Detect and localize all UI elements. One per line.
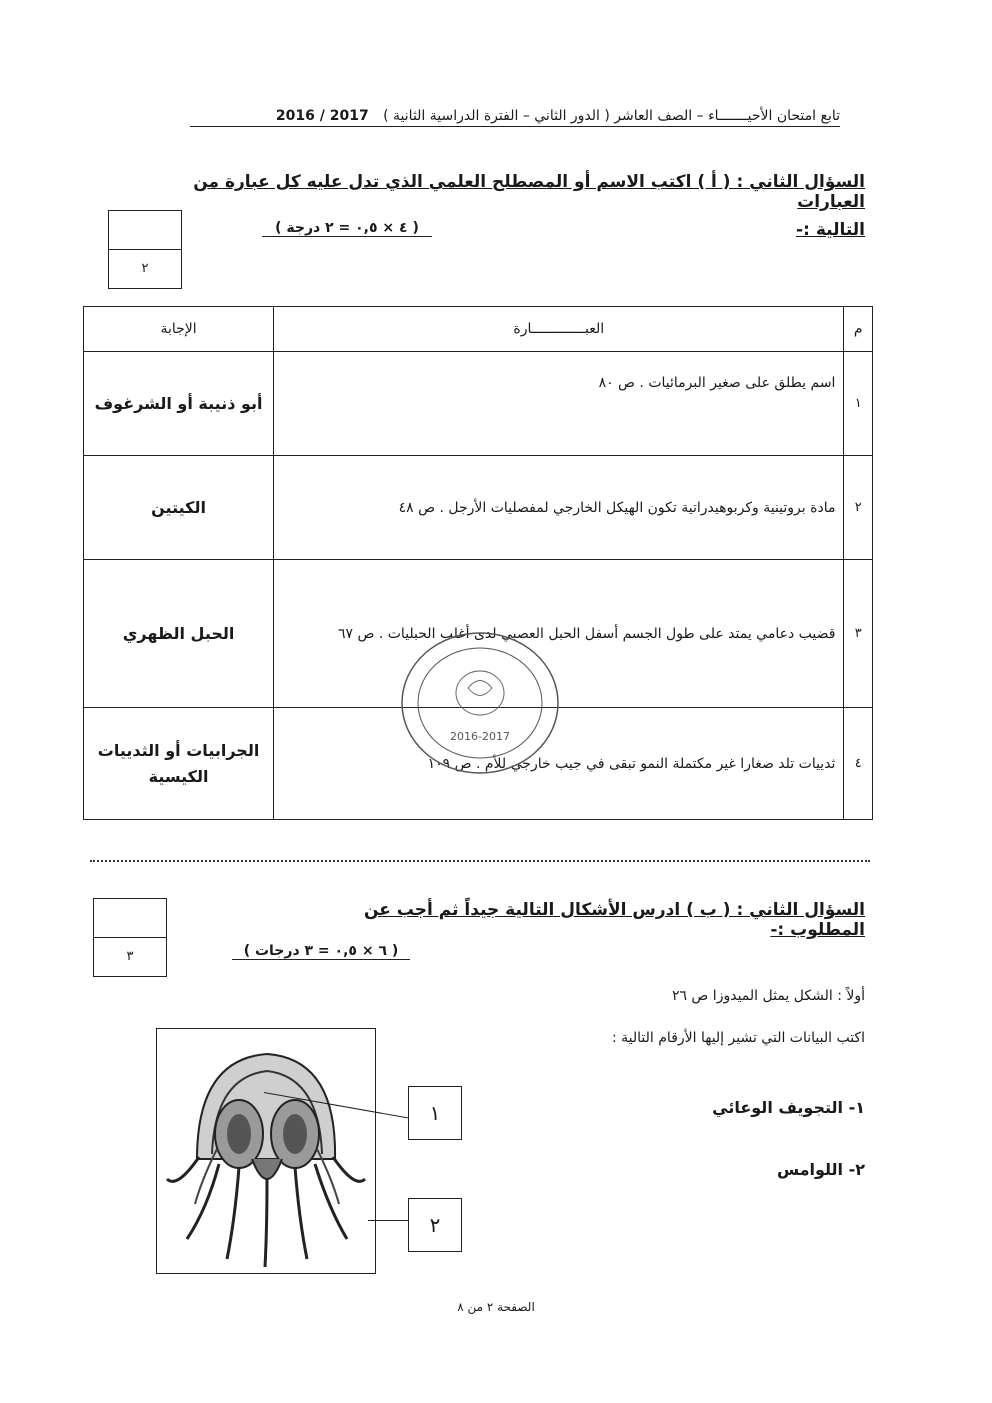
question-a-continued: التالية :- <box>796 220 865 240</box>
question-b-grade-note: ( ٦ × ٠,٥ = ٣ درجات ) <box>232 943 410 960</box>
official-stamp-icon <box>398 628 563 778</box>
medusa-illustration-icon <box>157 1029 375 1273</box>
header-statement: العبـــــــــــــارة <box>274 307 844 352</box>
exam-header <box>190 108 840 127</box>
row-statement: قضيب دعامي يمتد على طول الجسم أسفل الحبل العصبي لدى أغلب الحبليات . ص ٦٧ <box>274 560 844 708</box>
row-answer: الجرابيات أو الثدييات الكيسية <box>84 708 274 820</box>
row-statement: مادة بروتينية وكربوهيدراتية تكون الهيكل الخارجي لمفصليات الأرجل . ص ٤٨ <box>274 456 844 560</box>
score-empty-cell <box>94 899 166 938</box>
header-num: م <box>844 307 873 352</box>
question-a-title: السؤال الثاني : ( أ ) اكتب الاسم أو المصطلح العلمي الذي تدل عليه كل عبارة من العبارات <box>193 172 865 212</box>
row-statement: ثدييات تلد صغارا غير مكتملة النمو تبقى في جيب خارجي للأم . ص ١٠٩ <box>274 708 844 820</box>
question-a-grade-note: ( ٤ × ٠,٥ = ٢ درجة ) <box>262 220 432 237</box>
row-answer: الكيتين <box>84 456 274 560</box>
score-empty-cell <box>109 211 181 250</box>
row-num: ٣ <box>844 560 873 708</box>
table-header-row <box>84 307 873 352</box>
answer-label-2: ٢- اللوامس <box>776 1160 865 1179</box>
header-text: تابع امتحان الأحيـــــــاء – الصف العاشر ( الدور الثاني – الفترة الدراسية الثانية ) <box>383 108 840 124</box>
question-b-score: ٣ <box>126 949 134 964</box>
row-statement: اسم يطلق على صغير البرمائيات . ص ٨٠ <box>274 352 844 456</box>
row-num: ١ <box>844 352 873 456</box>
header-year: 2017 / 2016 <box>275 108 369 124</box>
table-row <box>84 352 873 456</box>
answer-label-1: ١- التجويف الوعائي <box>712 1098 865 1117</box>
stamp-year: 2016-2017 <box>450 730 510 743</box>
label-box-1: ١ <box>408 1086 462 1140</box>
page-footer: الصفحة ٢ من ٨ <box>457 1300 535 1314</box>
header-answer: الإجابة <box>84 307 274 352</box>
label-box-2: ٢ <box>408 1198 462 1252</box>
part-one-instruction: اكتب البيانات التي تشير إليها الأرقام التالية : <box>612 1030 865 1046</box>
question-a-score-box <box>108 210 182 289</box>
row-num: ٤ <box>844 708 873 820</box>
question-a-score: ٢ <box>141 261 149 276</box>
question-b-title: السؤال الثاني : ( ب ) ادرس الأشكال التالية جيداً ثم أجب عن المطلوب :- <box>363 900 865 940</box>
table-row <box>84 456 873 560</box>
row-num: ٢ <box>844 456 873 560</box>
leader-line-2 <box>368 1220 408 1221</box>
row-answer: الحبل الظهري <box>84 560 274 708</box>
section-divider <box>90 860 870 862</box>
part-one-title: أولاً : الشكل يمثل الميدوزا ص ٢٦ <box>671 988 865 1004</box>
medusa-figure <box>156 1028 376 1274</box>
row-answer: أبو ذنيبة أو الشرغوف <box>84 352 274 456</box>
question-b-score-box <box>93 898 167 977</box>
